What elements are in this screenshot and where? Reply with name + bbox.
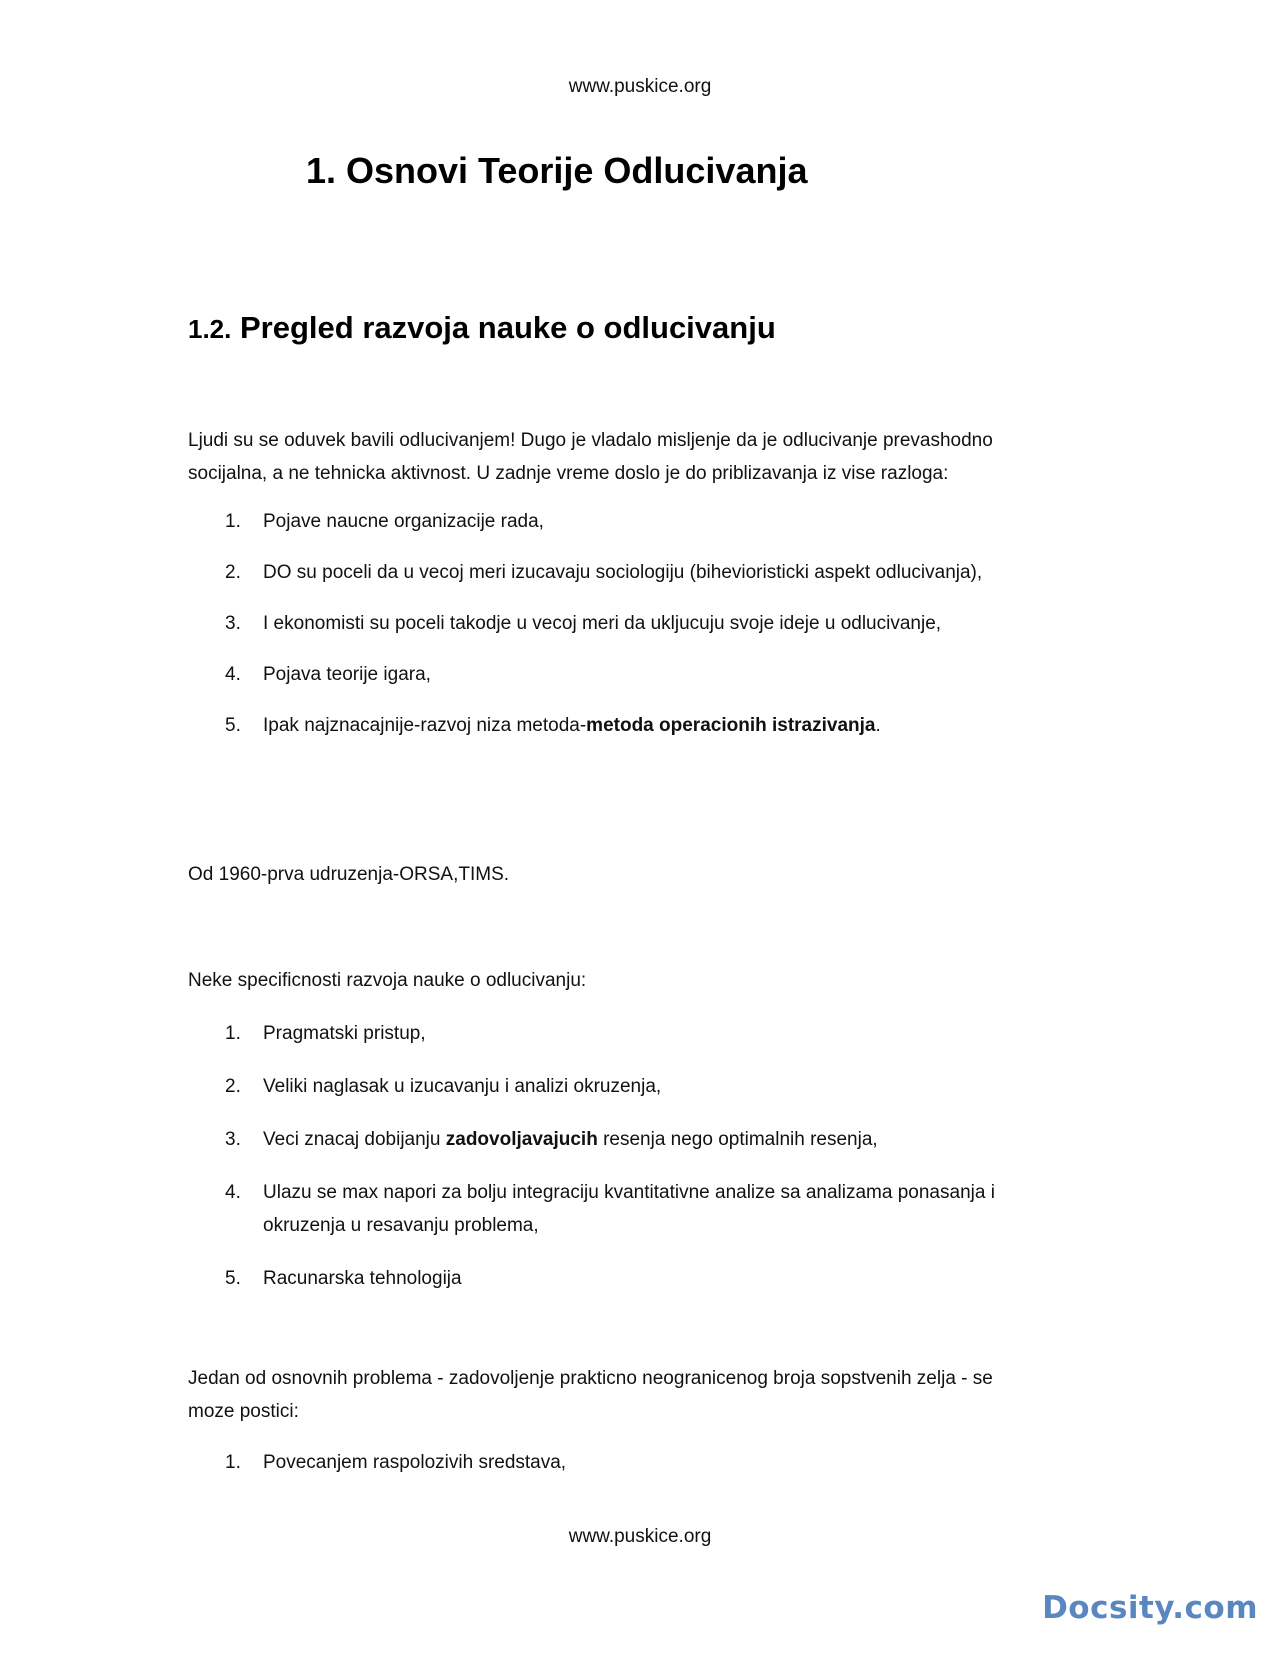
list-item	[188, 505, 1088, 538]
list-text: Pojava teorije igara,	[263, 664, 431, 685]
section-heading	[188, 310, 776, 346]
list-number: 3.	[225, 1129, 241, 1150]
list-text: Ipak najznacajnije-razvoj niza metoda-	[263, 715, 587, 736]
page-title: 1. Osnovi Teorije Odlucivanja	[306, 150, 808, 191]
list-number: 4.	[225, 664, 241, 685]
list-item	[188, 1070, 1088, 1103]
list-number: 2.	[225, 1076, 241, 1097]
intro-paragraph	[188, 424, 1088, 490]
list-number: 1.	[225, 511, 241, 532]
section-number: 1.2.	[188, 314, 232, 344]
list-text: DO su poceli da u vecoj meri izucavaju sociologiju (bihevioristicki aspekt odlucivanja),	[263, 562, 983, 583]
list-text-bold: metoda operacionih istrazivanja	[586, 715, 876, 736]
list-text: Veliki naglasak u izucavanju i analizi okruzenja,	[263, 1076, 662, 1097]
problem-line-1: Jedan od osnovnih problema - zadovoljenje prakticno neogranicenog broja sopstvenih zelja - se	[188, 1368, 993, 1389]
list-item	[188, 1123, 1088, 1156]
list-text: Racunarska tehnologija	[263, 1268, 462, 1289]
list-text: Pragmatski pristup,	[263, 1023, 426, 1044]
list-text-bold: zadovoljavajucih	[445, 1129, 598, 1150]
associations-text: Od 1960-prva udruzenja-ORSA,TIMS.	[188, 864, 510, 885]
ways-list	[188, 1446, 1088, 1479]
list-item	[188, 658, 1088, 691]
list-number: 1.	[225, 1023, 241, 1044]
list-number: 5.	[225, 715, 241, 736]
specifics-list-block	[188, 1017, 1088, 1295]
list-item	[188, 1017, 1088, 1050]
list-number: 5.	[225, 1268, 241, 1289]
intro-line-2: socijalna, a ne tehnicka aktivnost. U zadnje vreme doslo je do priblizavanja iz vise razloga:	[188, 463, 949, 484]
reasons-list	[188, 505, 1088, 742]
list-item	[188, 1262, 1088, 1295]
footer-url[interactable]: www.puskice.org	[568, 1526, 712, 1547]
list-text: Pojave naucne organizacije rada,	[263, 511, 544, 532]
list-number: 3.	[225, 613, 241, 634]
header-url[interactable]: www.puskice.org	[568, 76, 712, 97]
associations-paragraph	[188, 858, 1088, 891]
reasons-list-block	[188, 505, 1088, 742]
list-number: 1.	[225, 1452, 241, 1473]
ways-list-block	[188, 1446, 1088, 1479]
problem-paragraph	[188, 1362, 1088, 1428]
list-item	[188, 709, 1088, 742]
list-item	[188, 556, 1088, 589]
list-text: I ekonomisti su poceli takodje u vecoj meri da ukljucuju svoje ideje u odlucivanje,	[263, 613, 942, 634]
list-item	[188, 1446, 1088, 1479]
list-item	[188, 1176, 1088, 1242]
list-text-end: .	[875, 715, 881, 736]
list-number: 4.	[225, 1182, 241, 1203]
list-text-line-1: Ulazu se max napori za bolju integraciju kvantitativne analize sa analizama ponasanja i	[263, 1182, 995, 1203]
specifics-list	[188, 1017, 1088, 1295]
list-text-line-2: okruzenja u resavanju problema,	[263, 1215, 539, 1236]
section-title-text: Pregled razvoja nauke o odlucivanju	[240, 310, 776, 345]
specifics-intro-text: Neke specificnosti razvoja nauke o odlucivanju:	[188, 970, 587, 991]
list-text: Povecanjem raspolozivih sredstava,	[263, 1452, 567, 1473]
list-text-end: resenja nego optimalnih resenja,	[597, 1129, 878, 1150]
problem-line-2: moze postici:	[188, 1401, 299, 1422]
docsity-logo[interactable]: Docsity.com	[1042, 1590, 1258, 1626]
intro-line-1: Ljudi su se oduvek bavili odlucivanjem! Dugo je vladalo misljenje da je odlucivanje prevashodno	[188, 430, 993, 451]
list-number: 2.	[225, 562, 241, 583]
list-text: Veci znacaj dobijanju	[263, 1129, 446, 1150]
specifics-intro-paragraph	[188, 964, 1088, 997]
list-item	[188, 607, 1088, 640]
